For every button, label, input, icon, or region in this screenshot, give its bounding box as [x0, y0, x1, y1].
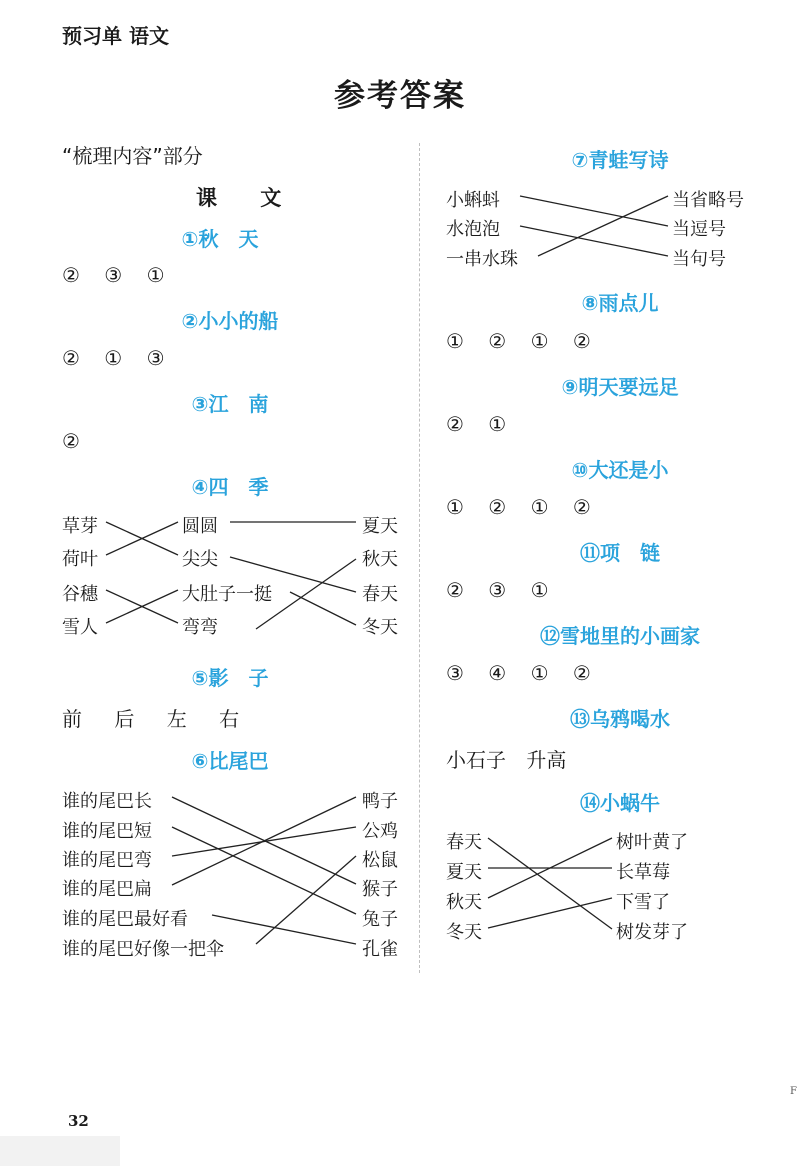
match-item: 荷叶: [62, 549, 98, 570]
lesson-3-title: ③江 南: [191, 392, 269, 416]
lesson-9-answer: ② ①: [446, 412, 507, 436]
page-title: 参考答案: [334, 78, 466, 114]
match-line: [488, 898, 612, 928]
scan-corner: [0, 1136, 120, 1166]
match-item: 秋天: [362, 549, 398, 570]
match-line: [256, 559, 356, 629]
match-line: [538, 196, 668, 256]
lesson-5-answer: 前 后 左 右: [62, 707, 240, 731]
match-item: 谁的尾巴扁: [62, 879, 152, 900]
lesson-9-title: ⑨明天要远足: [561, 375, 679, 399]
match-item: 一串水珠: [446, 249, 518, 270]
match-item: 夏天: [362, 516, 398, 537]
lesson-13-title: ⑬乌鸦喝水: [570, 707, 670, 731]
match-item: 水泡泡: [446, 219, 500, 240]
lesson-1-answer: ② ③ ①: [62, 263, 165, 287]
page-number: 32: [68, 1112, 89, 1130]
match-item: 鸭子: [362, 791, 398, 812]
match-item: 大肚子一挺: [182, 584, 272, 605]
lesson-2-title: ②小小的船: [181, 309, 279, 333]
match-item: 当句号: [672, 249, 726, 270]
match-item: 松鼠: [362, 850, 398, 871]
match-item: 秋天: [446, 892, 482, 913]
match-item: 当逗号: [672, 219, 726, 240]
match-line: [488, 838, 612, 929]
match-item: 猴子: [362, 879, 398, 900]
match-line: [290, 592, 356, 625]
lesson-10-answer: ① ② ① ②: [446, 495, 591, 519]
match-item: 树发芽了: [616, 922, 688, 943]
match-item: 谁的尾巴好像一把伞: [62, 939, 224, 960]
match-item: 谁的尾巴短: [62, 821, 152, 842]
match-item: 谁的尾巴长: [62, 791, 152, 812]
lesson-6-title: ⑥比尾巴: [191, 749, 269, 773]
match-item: 谁的尾巴最好看: [62, 909, 188, 930]
match-item: 夏天: [446, 862, 482, 883]
lesson-7-title: ⑦青蛙写诗: [571, 148, 669, 172]
header-label: 预习单 语文: [62, 24, 169, 48]
match-item: 冬天: [362, 617, 398, 638]
match-item: 孔雀: [362, 939, 398, 960]
match-item: 春天: [446, 832, 482, 853]
match-item: 当省略号: [672, 190, 744, 211]
lesson-11-title: ⑪项 链: [580, 541, 660, 565]
lesson-3-answer: ②: [62, 429, 80, 453]
lesson-10-title: ⑩大还是小: [571, 458, 669, 482]
match-item: 草芽: [62, 516, 98, 537]
match-line: [230, 557, 356, 592]
match-item: 长草莓: [616, 862, 670, 883]
lesson-14-title: ⑭小蜗牛: [580, 791, 660, 815]
match-item: 弯弯: [182, 617, 218, 638]
section-heading: “梳理内容”部分: [62, 144, 203, 168]
match-item: 小蝌蚪: [446, 190, 500, 211]
match-item: 尖尖: [182, 549, 218, 570]
match-item: 兔子: [362, 909, 398, 930]
match-item: 春天: [362, 584, 398, 605]
match-item: 公鸡: [362, 821, 398, 842]
lesson-11-answer: ② ③ ①: [446, 578, 549, 602]
lesson-12-answer: ③ ④ ① ②: [446, 661, 591, 685]
lesson-4-title: ④四 季: [191, 475, 269, 499]
match-item: 谷穗: [62, 584, 98, 605]
match-line: [256, 856, 356, 944]
lesson-8-answer: ① ② ① ②: [446, 329, 591, 353]
match-item: 雪人: [62, 617, 98, 638]
subsection-heading: 课 文: [196, 185, 300, 210]
lesson-13-answer: 小石子 升高: [446, 748, 567, 772]
match-item: 谁的尾巴弯: [62, 850, 152, 871]
edge-mark: F: [790, 1086, 797, 1097]
lesson-8-title: ⑧雨点儿: [581, 291, 659, 315]
match-line: [520, 196, 668, 226]
lesson-5-title: ⑤影 子: [191, 666, 269, 690]
match-item: 冬天: [446, 922, 482, 943]
match-item: 圆圆: [182, 516, 218, 537]
lesson-1-title: ①秋 天: [181, 227, 259, 251]
lesson-2-answer: ② ① ③: [62, 346, 165, 370]
lesson-12-title: ⑫雪地里的小画家: [540, 624, 700, 648]
match-item: 树叶黄了: [616, 832, 688, 853]
match-item: 下雪了: [616, 892, 670, 913]
